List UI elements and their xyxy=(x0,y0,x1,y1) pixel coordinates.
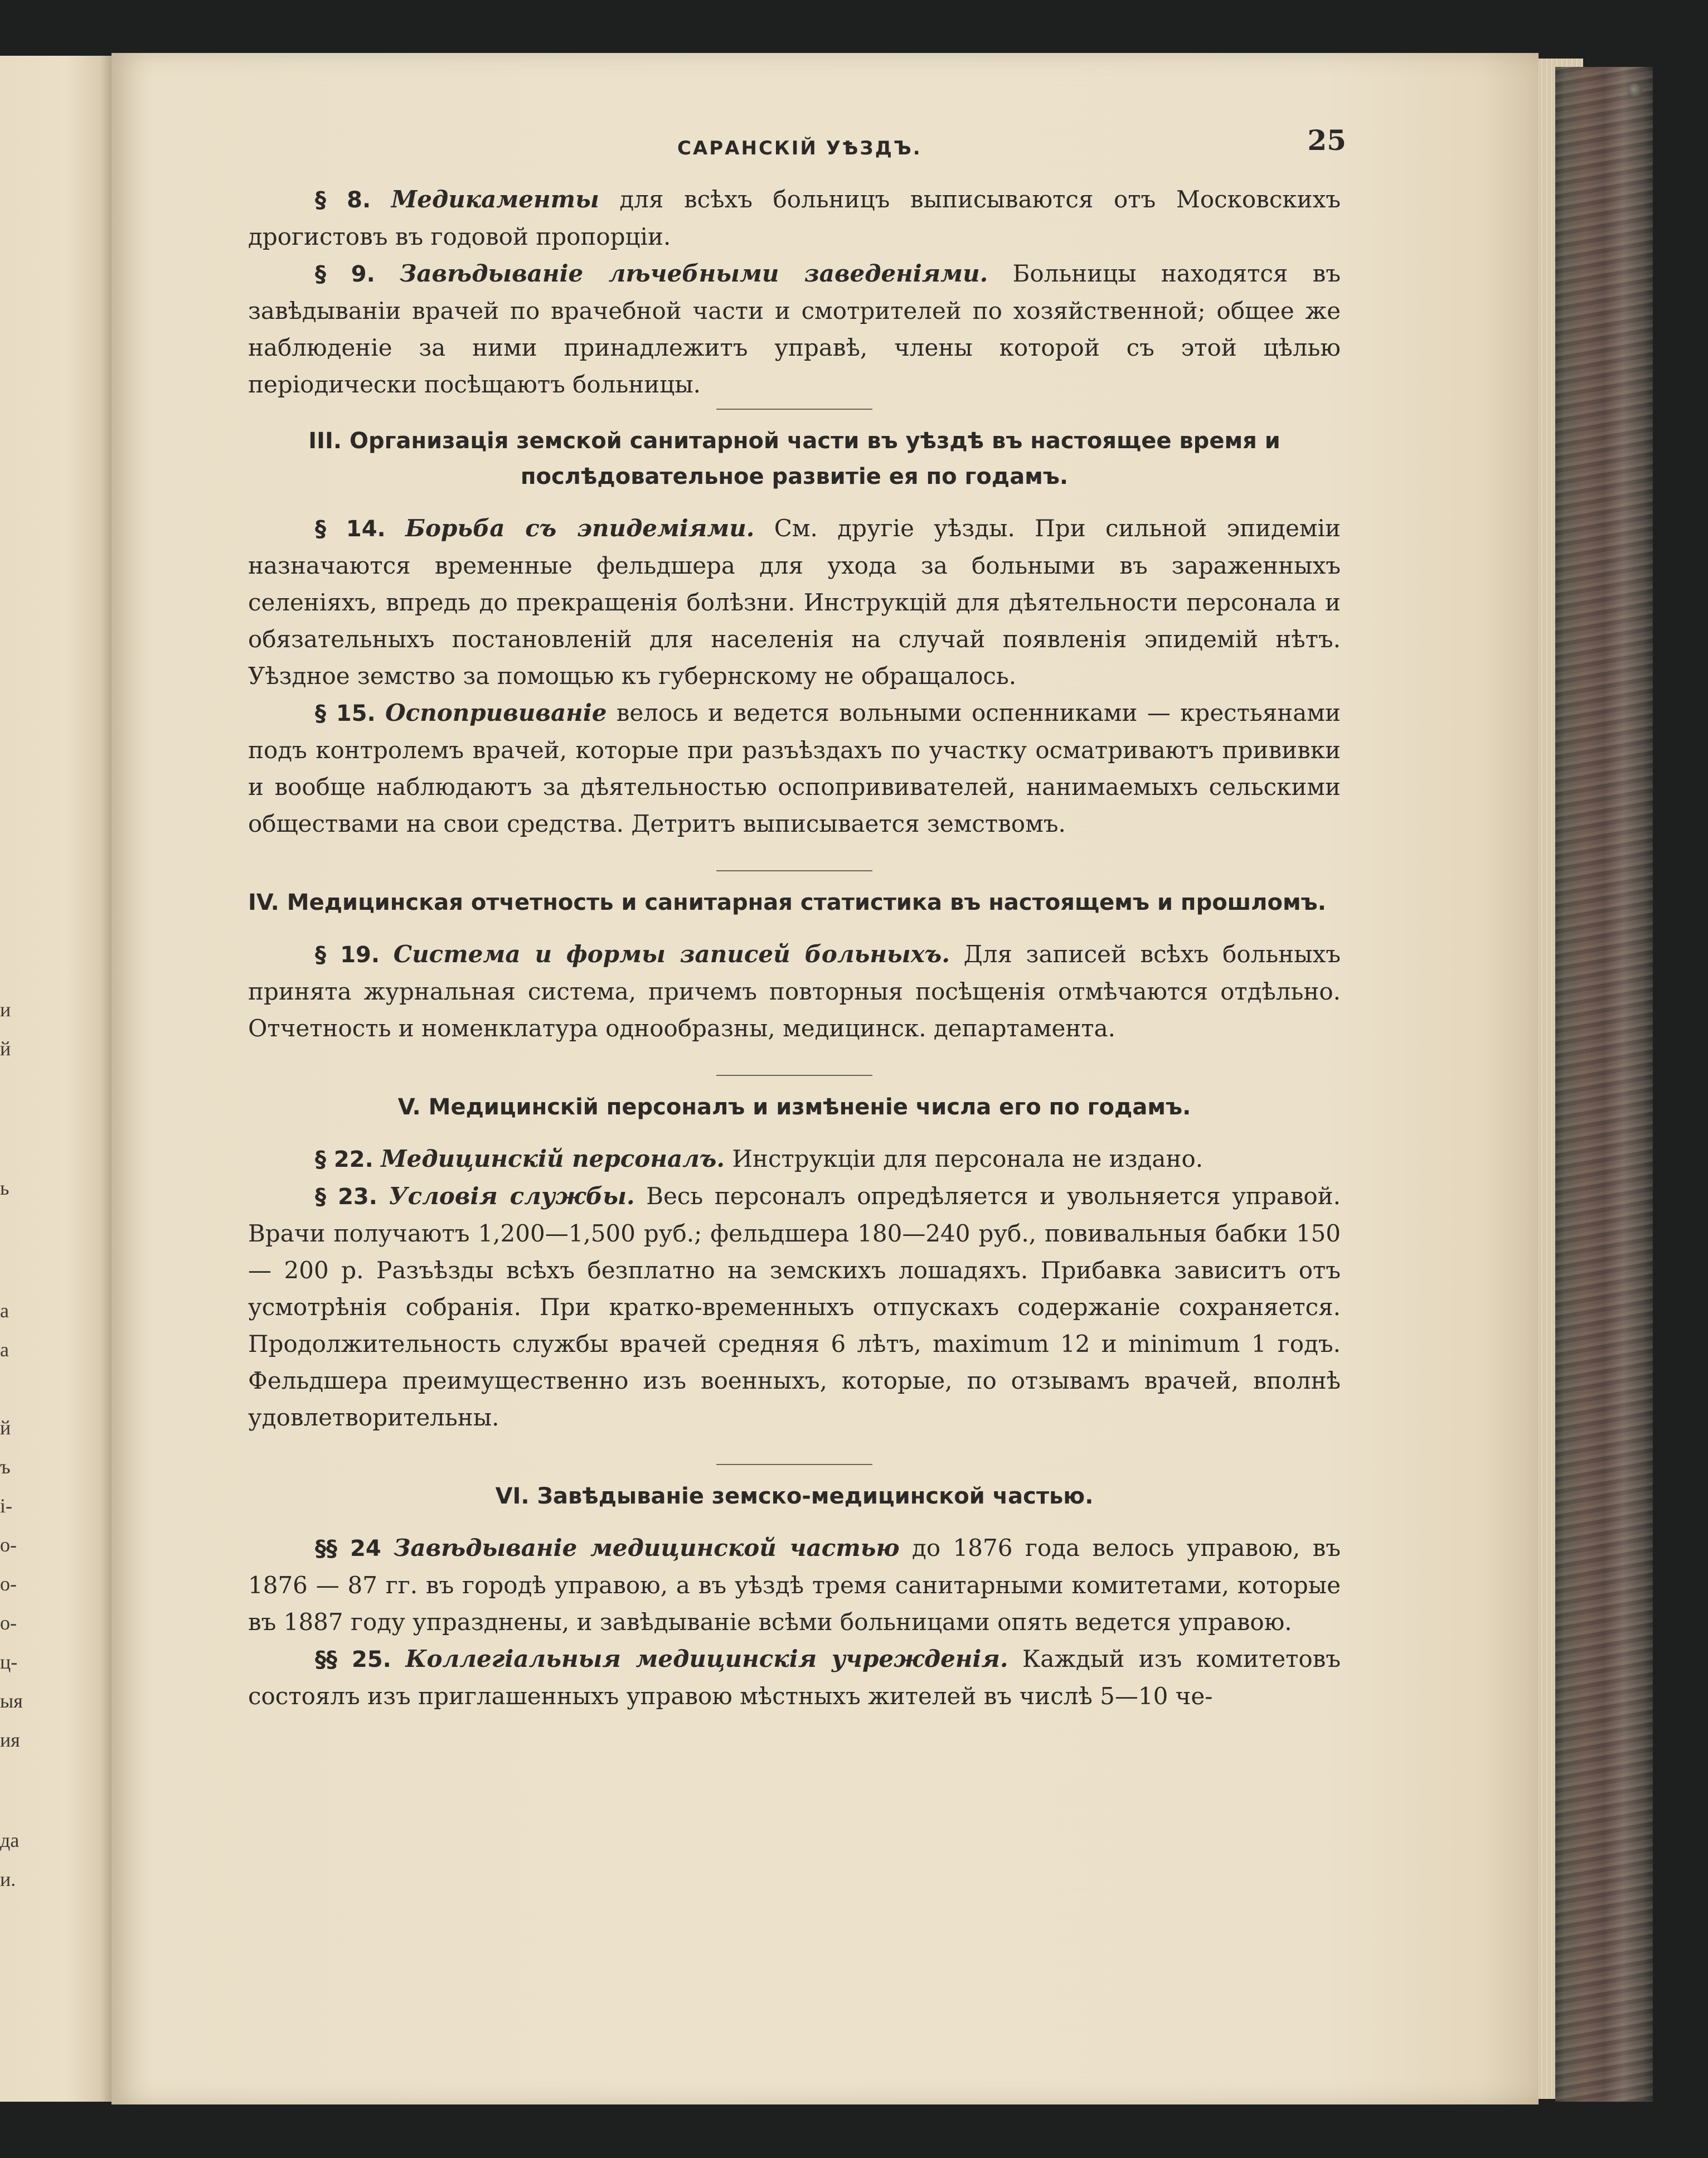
left-page-fragment: ыя xyxy=(0,1690,23,1712)
section-topic: Медикаменты xyxy=(391,186,599,213)
section-topic: Завѣдываніе медицинской частью xyxy=(394,1534,900,1561)
paragraph-text: Больницы находятся въ завѣдываніи врачей по врачебной части и смотрителей по хозяйственной; общее же наблюденіе за ними принадлежитъ управѣ, члены которой съ этой цѣлью періодически посѣщаютъ больницы. xyxy=(248,260,1341,398)
left-page-fragment: й xyxy=(0,1037,11,1060)
divider xyxy=(716,1075,872,1076)
left-page-fragment: й xyxy=(0,1417,11,1439)
section-number: § 8. xyxy=(315,187,371,213)
paragraph-24 xyxy=(248,1530,1341,1641)
left-page-fragment: и. xyxy=(0,1868,16,1890)
divider xyxy=(716,409,872,410)
section-topic: Коллегіальныя медицинскія учрежденія. xyxy=(405,1645,1008,1672)
paragraph-text: велось и ведется вольными оспенниками — крестьянами подъ контролемъ врачей, которые при разъѣздахъ по участку осматриваютъ прививки и вообще наблюдаютъ за дѣятельностью оспопрививателей, нанимаемыхъ сельскими обществами на свои средства. Детритъ выписывается земствомъ. xyxy=(248,699,1341,837)
left-page-fragment: и xyxy=(0,998,11,1021)
section-number: § 9. xyxy=(315,261,375,287)
paragraph-19 xyxy=(248,936,1341,1047)
divider xyxy=(716,870,872,871)
section-number: § 14. xyxy=(315,516,386,542)
section-topic: Завѣдываніе лѣчебными заведеніями. xyxy=(400,260,988,287)
paragraph-22 xyxy=(248,1141,1341,1178)
paragraph-15 xyxy=(248,695,1341,842)
left-page-fragment: ия xyxy=(0,1729,20,1751)
section-heading-iii: III. Организація земской санитарной части въ уѣздѣ въ настоящее время и послѣдовательное развитіе ея по годамъ. xyxy=(308,428,1280,489)
left-page-fragment: ь xyxy=(0,1177,9,1199)
section-heading-vi: VI. Завѣдываніе земско-медицинской частью. xyxy=(495,1483,1094,1509)
section-topic: Медицинскій персоналъ. xyxy=(381,1145,725,1172)
paragraph-25 xyxy=(248,1641,1341,1715)
page-content xyxy=(248,120,1346,1715)
book-cover-marbled xyxy=(1555,67,1653,2102)
divider xyxy=(716,1464,872,1465)
section-topic: Оспопрививаніе xyxy=(385,699,607,726)
left-page-fragment: о- xyxy=(0,1573,17,1595)
section-number: § 19. xyxy=(315,942,380,968)
left-page-fragment: ц- xyxy=(0,1651,18,1673)
paragraph-9 xyxy=(248,255,1341,403)
section-number: § 15. xyxy=(315,701,376,726)
section-topic: Борьба съ эпидеміями. xyxy=(405,515,755,542)
left-page-fragment: да xyxy=(0,1829,20,1851)
section-number: § 23. xyxy=(315,1184,377,1210)
section-number: §§ 24 xyxy=(315,1536,381,1561)
left-page-fragment: а xyxy=(0,1299,9,1322)
corner-stud xyxy=(1628,84,1642,98)
previous-page-edge xyxy=(0,56,111,2102)
left-page-fragment: і- xyxy=(0,1495,12,1517)
section-number: §§ 25. xyxy=(315,1647,391,1672)
paragraph-text: Каждый изъ комитетовъ состоялъ изъ приглашенныхъ управою мѣстныхъ жителей въ числѣ 5—10 че- xyxy=(248,1645,1341,1710)
running-title: САРАНСКІЙ УѢЗДЪ. xyxy=(677,137,922,159)
paragraph-text: до 1876 года велось управою, въ 1876 — 87 гг. въ городѣ управою, а въ уѣздѣ тремя санитарными комитетами, которые въ 1887 году упразднены, и завѣдываніе всѣми больницами опять ведется управою. xyxy=(248,1534,1341,1636)
paragraph-23 xyxy=(248,1178,1341,1436)
section-heading-iv: IV. Медицинская отчетность и санитарная статистика въ настоящемъ и прошломъ. xyxy=(248,890,1326,915)
paragraph-text: Для записей всѣхъ больныхъ принята журнальная система, причемъ повторныя посѣщенія отмѣчаются отдѣльно. Отчетность и номенклатура однообразны, медицинск. департамента. xyxy=(248,940,1341,1042)
paragraph-text: Инструкціи для персонала не издано. xyxy=(725,1145,1204,1172)
page-header xyxy=(248,120,1346,159)
paragraph-text: Весь персоналъ опредѣляется и увольняется управой. Врачи получаютъ 1,200—1,500 руб.; фельдшера 180—240 руб., повивальныя бабки 150 — 200 р. Разъѣзды всѣхъ безплатно на земскихъ лошадяхъ. Прибавка зависитъ отъ усмотрѣнія собранія. При кратко-временныхъ отпускахъ содержаніе сохраняется. Продолжительность службы врачей средняя 6 лѣтъ, maximum 12 и minimum 1 годъ. Фельдшера преимущественно изъ военныхъ, которые, по отзывамъ врачей, вполнѣ удовлетворительны. xyxy=(248,1182,1341,1431)
left-page-fragment: ъ xyxy=(0,1456,11,1478)
paragraph-14 xyxy=(248,510,1341,695)
paragraph-text: для всѣхъ больницъ выписываются отъ Московскихъ дрогистовъ въ годовой пропорціи. xyxy=(248,186,1341,250)
section-topic: Условія службы. xyxy=(389,1182,635,1210)
section-topic: Система и формы записей больныхъ. xyxy=(393,940,950,968)
section-heading-v: V. Медицинскій персоналъ и измѣненіе числа его по годамъ. xyxy=(397,1094,1191,1120)
left-page-fragment: о- xyxy=(0,1534,17,1556)
paragraph-8 xyxy=(248,181,1341,255)
page-number: 25 xyxy=(1307,124,1346,157)
section-number: § 22. xyxy=(315,1147,373,1172)
left-page-fragment: о- xyxy=(0,1612,17,1634)
paragraph-text: См. другіе уѣзды. При сильной эпидеміи назначаются временные фельдшера для ухода за больными въ зараженныхъ селеніяхъ, впредь до прекращенія болѣзни. Инструкцій для дѣятельности персонала и обязательныхъ постановленій для населенія на случай появленія эпидемій нѣтъ. Уѣздное земство за помощью къ губернскому не обращалось. xyxy=(248,515,1341,690)
left-page-fragment: а xyxy=(0,1339,9,1361)
